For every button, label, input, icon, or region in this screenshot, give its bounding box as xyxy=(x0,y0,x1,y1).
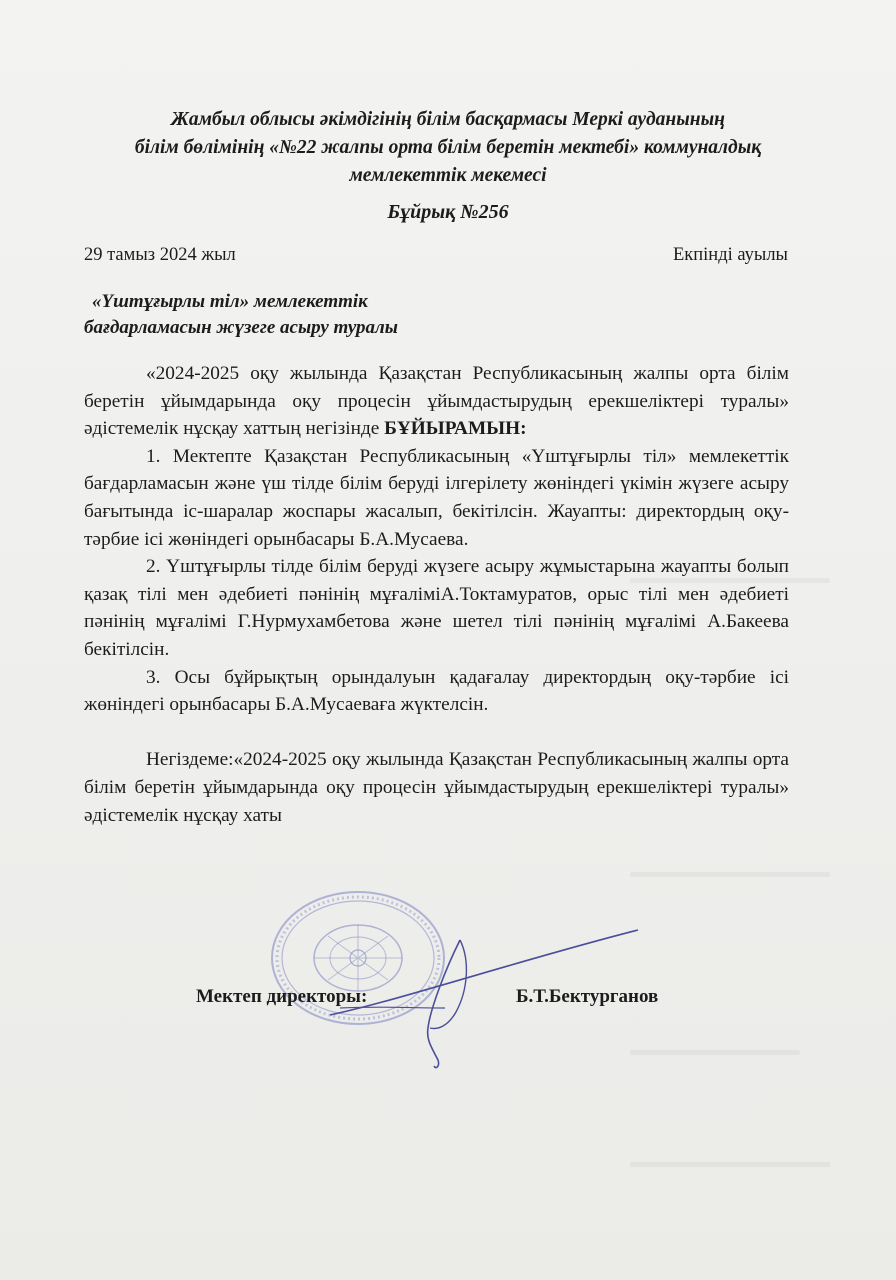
subject-line-1: «Үштұғырлы тіл» мемлекеттік xyxy=(92,291,368,312)
director-name: Б.Т.Бектурганов xyxy=(516,986,659,1007)
order-date: 29 тамыз 2024 жыл xyxy=(84,245,236,265)
subject-line-2: бағдарламасын жүзеге асыру туралы xyxy=(84,317,398,338)
order-subject xyxy=(84,289,398,341)
command-word: БҰЙЫРАМЫН: xyxy=(384,418,527,440)
signature-label: Мектеп директоры: xyxy=(196,986,368,1007)
header-line-3: мемлекеттік мекемесі xyxy=(349,165,547,186)
handwritten-signature xyxy=(320,880,650,1075)
organization-header xyxy=(60,106,836,190)
intro-paragraph xyxy=(84,360,789,443)
bleed-through-mark xyxy=(630,872,830,877)
header-line-2: білім бөлімінің «№22 жалпы орта білім беретін мектебі» коммуналдық xyxy=(134,137,762,158)
bleed-through-mark xyxy=(630,1162,830,1167)
order-item-2: 2. Үштұғырлы тілде білім беруді жүзеге асыру жұмыстарына жауапты болып қазақ тілі мен әдебиеті пәнінің мұғаліміА.Токтамуратов, орыс тілі мен әдебиеті пәнінің мұғалімі Г.Нурмухамбетова және шетел тілі пәнінің мұғалімі А.Бакеева бекітілсін. xyxy=(84,556,789,660)
order-place: Екпінді ауылы xyxy=(672,245,788,265)
order-item-3: 3. Осы бұйрықтың орындалуын қадағалау директордың оқу-тәрбие ісі жөніндегі орынбасары Б.А.Мусаеваға жүктелсін. xyxy=(84,666,789,716)
order-body xyxy=(84,360,789,829)
order-title: Бұйрық №256 xyxy=(387,201,509,223)
basis-paragraph: Негіздеме:«2024-2025 оқу жылында Қазақстан Республикасының жалпы орта білім беретін ұйымдарында оқу процесін ұйымдастырудың ерекшеліктері туралы» әдістемелік нұсқау хаты xyxy=(84,749,789,826)
header-line-1: Жамбыл облысы әкімдігінің білім басқармасы Меркі ауданының xyxy=(171,109,725,130)
intro-text: «2024-2025 оқу жылында Қазақстан Республикасының жалпы орта білім беретін ұйымдарында оқу процесін ұйымдастырудың ерекшеліктері туралы» әдістемелік нұсқау хаттың негізінде xyxy=(84,363,789,440)
bleed-through-mark xyxy=(630,1050,800,1055)
order-item-1: 1. Мектепте Қазақстан Республикасының «Үштұғырлы тіл» мемлекеттік бағдарламасын және үш тілде білім беруді ілгерілету жөніндегі үкімін жүзеге асыру бағытында іс-шаралар жоспары жасалып, бекітілсін. Жауапты: директордың оқу-тәрбие ісі жөніндегі орынбасары Б.А.Мусаева. xyxy=(84,445,789,550)
